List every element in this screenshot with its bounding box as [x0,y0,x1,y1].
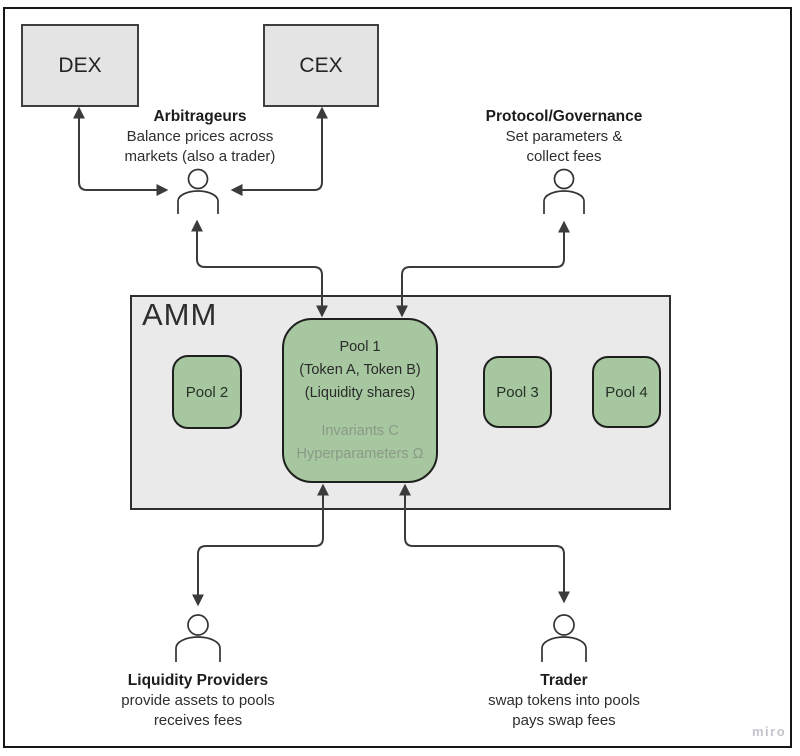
trader-title: Trader [540,672,588,689]
liquidity-providers-desc-2: receives fees [153,712,243,729]
pool-4-label: Pool 4 [605,383,648,401]
pool-1-hyperparameters: Hyperparameters Ω [296,446,424,462]
pool-2-label: Pool 2 [185,383,229,401]
liquidity-providers-desc-1: provide assets to pools [121,692,275,709]
trader-desc-2: pays swap fees [512,712,616,729]
arbitrageurs-desc-2: markets (also a trader) [124,148,276,165]
arbitrageurs-desc-1: Balance prices across [126,128,274,145]
arbitrageurs-title: Arbitrageurs [153,108,247,125]
pool-1-invariants: Invariants C [321,423,399,439]
arrow-pool1-protocol[interactable] [402,223,564,315]
trader-person-icon[interactable] [542,615,586,662]
protocol-governance-person-icon[interactable] [544,170,584,215]
liquidity-providers-title: Liquidity Providers [127,672,269,689]
dex-label: DEX [58,53,102,77]
pool-3-label: Pool 3 [496,383,539,401]
liquidity-providers-person-icon[interactable] [176,615,220,662]
miro-watermark: miro [752,724,787,739]
pool-1-tokens: (Token A, Token B) [299,362,421,378]
pool-1-title: Pool 1 [339,339,381,355]
pool-1-shares: (Liquidity shares) [304,385,416,401]
arbitrageurs-person-icon[interactable] [178,170,218,215]
arrow-arbitrageurs-pool1[interactable] [197,222,322,315]
trader-caption [449,671,679,731]
trader-desc-1: swap tokens into pools [488,692,640,709]
arrow-pool1-liquidity-providers[interactable] [198,486,323,604]
protocol-governance-desc-2: collect fees [526,148,602,165]
protocol-governance-caption [449,107,679,167]
protocol-governance-desc-1: Set parameters & [505,128,623,145]
protocol-governance-title: Protocol/Governance [485,108,643,125]
arbitrageurs-caption [85,107,315,167]
liquidity-providers-caption [83,671,313,731]
cex-label: CEX [299,53,343,77]
arrow-pool1-trader[interactable] [405,486,564,601]
amm-label: AMM [142,297,218,332]
